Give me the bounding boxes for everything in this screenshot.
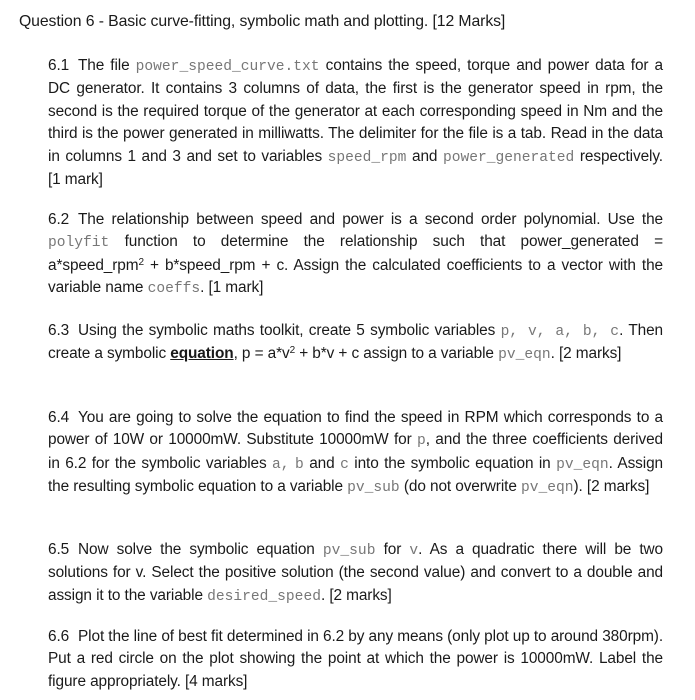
var-desired-speed-code: desired_speed xyxy=(207,588,321,605)
question-number: 6.5 xyxy=(48,541,70,558)
question-6-4 xyxy=(48,407,663,500)
filename-code: power_speed_curve.txt xyxy=(135,59,320,75)
question-6-6 xyxy=(48,626,663,693)
var-power-generated-code: power_generated xyxy=(442,149,575,166)
text: respectively. [1 mark] xyxy=(48,147,663,189)
text: , and the three coefficients derived in 6.2 for the symbolic variables xyxy=(48,431,663,472)
equation-keyword: equation xyxy=(170,345,234,363)
text: + b*v + c assign to a variable xyxy=(299,345,494,363)
text: and xyxy=(412,147,438,165)
var-pv-sub-code: pv_sub xyxy=(347,480,400,497)
var-a-code: a, xyxy=(272,456,290,473)
text: ). [2 marks] xyxy=(573,478,650,496)
question-6-1 xyxy=(48,55,663,191)
text: . [2 marks] xyxy=(320,586,392,604)
question-number: 6.1 xyxy=(48,57,70,74)
question-6-3 xyxy=(48,320,663,367)
question-6-2 xyxy=(48,209,663,301)
text: You are going to solve the equation to find the speed in RPM which corresponds to a power of 10W or 10000mW. Substitute 10000mW for xyxy=(48,409,663,449)
text: , p = a*v xyxy=(233,345,290,363)
superscript: 2 xyxy=(138,256,144,268)
var-coeffs-code: coeffs xyxy=(147,281,201,298)
polyfit-code: polyfit xyxy=(48,235,110,252)
text: The relationship between speed and power is a second order polynomial. Use the xyxy=(78,211,663,228)
var-speed-rpm-code: speed_rpm xyxy=(327,149,407,166)
question-6-5 xyxy=(48,539,663,608)
question-number: 6.3 xyxy=(48,322,70,339)
text: (do not overwrite xyxy=(403,478,517,496)
text: . As a quadratic there will be two solutions for v. Select the positive solution (the second value) and convert to a double and assign it to the variable xyxy=(48,541,663,604)
text: . [1 mark] xyxy=(200,279,264,297)
question-number: 6.4 xyxy=(48,409,70,426)
question-number: 6.2 xyxy=(48,211,70,228)
var-b-code: b xyxy=(295,456,304,473)
text: The file xyxy=(78,57,130,74)
var-pv-eqn-code: pv_eqn xyxy=(556,456,609,473)
text: into the symbolic equation in xyxy=(354,454,551,472)
text: . Assign the resulting symbolic equation to a variable xyxy=(48,454,663,496)
text: Using the symbolic maths toolkit, create 5 symbolic variables xyxy=(78,322,496,339)
var-pv-eqn-code: pv_eqn xyxy=(520,480,574,497)
var-pv-sub-code: pv_sub xyxy=(322,543,376,559)
text: function to determine the relationship such that power_generated = a*speed_rpm xyxy=(48,233,663,274)
var-c-code: c xyxy=(340,456,349,473)
text: . Then create a symbolic xyxy=(48,322,663,363)
superscript: 2 xyxy=(289,345,296,357)
symbolic-vars-code: p, v, a, b, c xyxy=(500,324,620,340)
text: contains the speed, torque and power data for a DC generator. It contains 3 columns of data, the first is the generator speed in rpm, the second is the required torque of the generator at each corresponding speed in Nm and the third is the power generated in milliwatts. The delimiter for the file is a tab. Read in the data in columns 1 and 3 and set to variables xyxy=(48,57,663,165)
text: and xyxy=(309,454,335,472)
var-pv-eqn-code: pv_eqn xyxy=(498,347,551,364)
question-heading: Question 6 - Basic curve-fitting, symbolic math and plotting. [12 Marks] xyxy=(19,13,506,30)
text: Now solve the symbolic equation xyxy=(78,541,315,558)
text: . [2 marks] xyxy=(550,345,622,363)
text: for xyxy=(383,541,402,558)
var-v-code: v xyxy=(409,543,419,559)
text: Plot the line of best fit determined in 6.2 by any means (only plot up to around 380rpm). Put a red circle on the plot showing the point at which the power is 10000mW. Label the figure appropriately. [4 marks] xyxy=(48,628,663,690)
text: + b*speed_rpm + c. Assign the calculated coefficients to a vector with the variable name xyxy=(48,256,663,297)
var-p-code: p xyxy=(416,433,426,450)
question-number: 6.6 xyxy=(48,628,70,645)
